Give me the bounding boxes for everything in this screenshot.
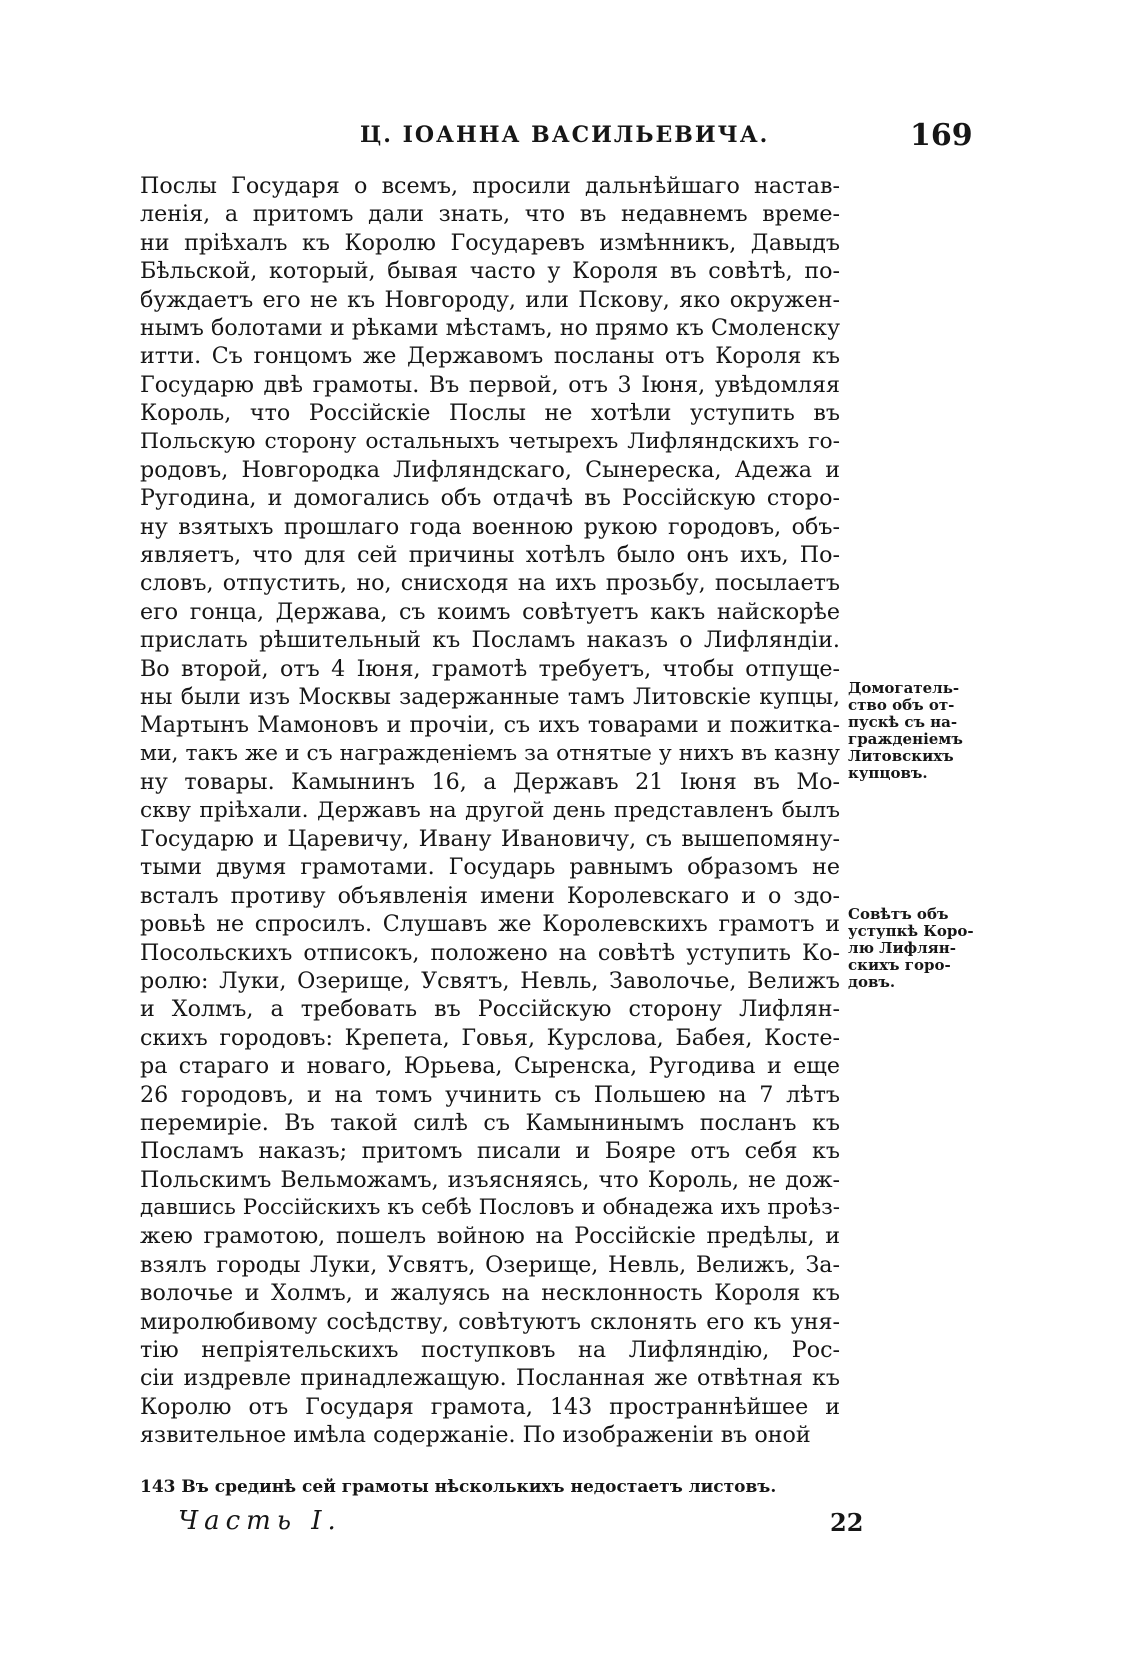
text-line: тію непріятельскихъ поступковъ на Лифляндію, Рос- xyxy=(140,1337,840,1364)
text-line: буждаетъ его не къ Новгороду, или Пскову, яко окружен- xyxy=(140,286,840,313)
text-line: сіи издревле принадлежащую. Посланная же отвѣтная къ xyxy=(140,1365,840,1392)
text-line: ни пріѣхалъ къ Королю Государевъ измѣнникъ, Давыдъ xyxy=(140,229,840,256)
text-line: ра стараго и новаго, Юрьева, Сыренска, Ругодива и еще xyxy=(140,1053,840,1080)
text-line: Ругодина, и домогались объ отдачѣ въ Россійскую сторо- xyxy=(140,485,840,512)
text-line: ны были изъ Москвы задержанные тамъ Литовскіе купцы, xyxy=(140,684,840,711)
text-line: являетъ, что для сей причины хотѣлъ было онъ ихъ, По- xyxy=(140,542,840,569)
text-line: ну взятыхъ прошлаго года военною рукою городовъ, объ- xyxy=(140,513,840,540)
text-line: Польскую сторону остальныхъ четырехъ Лифляндскихъ го- xyxy=(140,428,840,454)
text-line: жею грамотою, пошелъ войною на Россійскіе предѣлы, и xyxy=(140,1223,840,1250)
text-line: давшись Россійскихъ къ себѣ Пословъ и обнадежа ихъ проѣз- xyxy=(140,1195,840,1221)
text-line: Королю отъ Государя грамота, 143 пространнѣйшее и xyxy=(140,1393,840,1420)
text-line: ровьѣ не спросилъ. Слушавъ же Королевскихъ грамотъ и xyxy=(140,911,840,938)
text-line: миролюбивому сосѣдству, совѣтуютъ склонять его къ уня- xyxy=(140,1308,840,1335)
text-line: тыми двумя грамотами. Государь равнымъ образомъ не xyxy=(140,854,840,881)
text-line: ми, такъ же и съ награжденіемъ за отнятые у нихъ въ казну xyxy=(140,740,840,766)
margin-note-line: пускѣ съ на- xyxy=(848,713,958,731)
text-line: нымъ болотами и рѣками мѣстамъ, но прямо къ Смоленску xyxy=(140,314,840,341)
text-line: Король, что Россійскіе Послы не хотѣли уступить въ xyxy=(140,400,840,427)
text-line: прислать рѣшительный къ Посламъ наказъ о Лифляндіи. xyxy=(140,627,840,654)
text-line: скихъ городовъ: Крепета, Говья, Курслова, Бабея, Косте- xyxy=(140,1024,840,1051)
margin-note-line: ство объ от- xyxy=(848,696,955,714)
text-line: Государю двѣ грамоты. Въ первой, отъ 3 Іюня, увѣдомляя xyxy=(140,371,840,398)
text-line: язвительное имѣла содержаніе. По изображеніи въ оной xyxy=(140,1422,811,1449)
margin-note-merchants xyxy=(848,680,968,782)
margin-note-line: купцовъ. xyxy=(848,764,928,782)
page-number: 169 xyxy=(910,118,973,153)
text-line: итти. Съ гонцомъ же Державомъ посланы отъ Короля къ xyxy=(140,343,840,370)
main-text xyxy=(140,172,840,1450)
text-line: ленія, а притомъ дали знать, что въ недавнемъ време- xyxy=(140,201,840,228)
text-line: Послы Государя о всемъ, просили дальнѣйшаго настав- xyxy=(140,173,840,199)
text-line: родовъ, Новгородка Лифляндскаго, Сынерескa, Адежа и xyxy=(140,456,840,483)
text-line: волочье и Холмъ, и жалуясь на несклонность Короля къ xyxy=(140,1280,840,1307)
text-line: 26 городовъ, и на томъ учинить съ Польшею на 7 лѣтъ xyxy=(140,1081,840,1108)
margin-note-line: скихъ горо- xyxy=(848,956,951,974)
text-line: Во второй, отъ 4 Іюня, грамотѣ требуетъ, чтобы отпуще- xyxy=(140,655,840,682)
margin-note-line: Совѣтъ объ xyxy=(848,905,949,923)
text-line: перемиріе. Въ такой силѣ съ Камынинымъ посланъ къ xyxy=(140,1109,840,1136)
text-line: всталъ противу объявленія имени Королевскаго и о здо- xyxy=(140,882,840,909)
margin-note-line: довъ. xyxy=(848,973,896,991)
margin-note-line: гражденіемъ xyxy=(848,730,963,748)
text-line: ролю: Луки, Озерище, Усвятъ, Невль, Заволочье, Велижъ xyxy=(140,967,840,994)
margin-note-line: лю Лифлян- xyxy=(848,939,956,957)
text-line: Посольскихъ отписокъ, положено на совѣтѣ уступить Ко- xyxy=(140,939,840,966)
text-line: взялъ городы Луки, Усвятъ, Озерище, Невль, Велижъ, За- xyxy=(140,1251,840,1278)
text-line: Государю и Царевичу, Ивану Ивановичу, съ вышепомяну- xyxy=(140,825,840,852)
text-line: Мартынъ Мамоновъ и прочіи, съ ихъ товарами и пожитка- xyxy=(140,712,840,739)
text-line: ну товары. Камынинъ 16, а Державъ 21 Іюня въ Мо- xyxy=(140,769,840,796)
text-line: его гонца, Державa, съ коимъ совѣтуетъ какъ найскорѣе xyxy=(140,598,840,625)
margin-note-line: Литовскихъ xyxy=(848,747,954,765)
text-line: скву пріѣхали. Державъ на другой день представленъ былъ xyxy=(140,797,840,823)
text-line: и Холмъ, а требовать въ Россійскую сторону Лифлян- xyxy=(140,996,840,1023)
sheet-number: 22 xyxy=(830,1508,864,1537)
signature-mark: Часть I. xyxy=(178,1506,342,1536)
text-line: Бѣльской, который, бывая часто у Короля въ совѣтѣ, по- xyxy=(140,258,840,285)
text-line: Посламъ наказъ; притомъ писали и Бояре отъ себя къ xyxy=(140,1138,840,1165)
text-line: словъ, отпустить, но, снисходя на ихъ прозьбу, посылаетъ xyxy=(140,570,840,597)
margin-note-line: уступкѣ Коро- xyxy=(848,922,974,940)
running-head: Ц. ІОАННА ВАСИЛЬЕВИЧА. xyxy=(360,122,770,148)
text-line: Польскимъ Вельможамъ, изъясняясь, что Король, не дож- xyxy=(140,1166,840,1193)
footnote: 143 Въ срединѣ сей грамоты нѣсколькихъ недостаетъ листовъ. xyxy=(140,1477,777,1497)
margin-note-cession xyxy=(848,905,974,991)
margin-note-line: Домогатель- xyxy=(848,679,960,697)
